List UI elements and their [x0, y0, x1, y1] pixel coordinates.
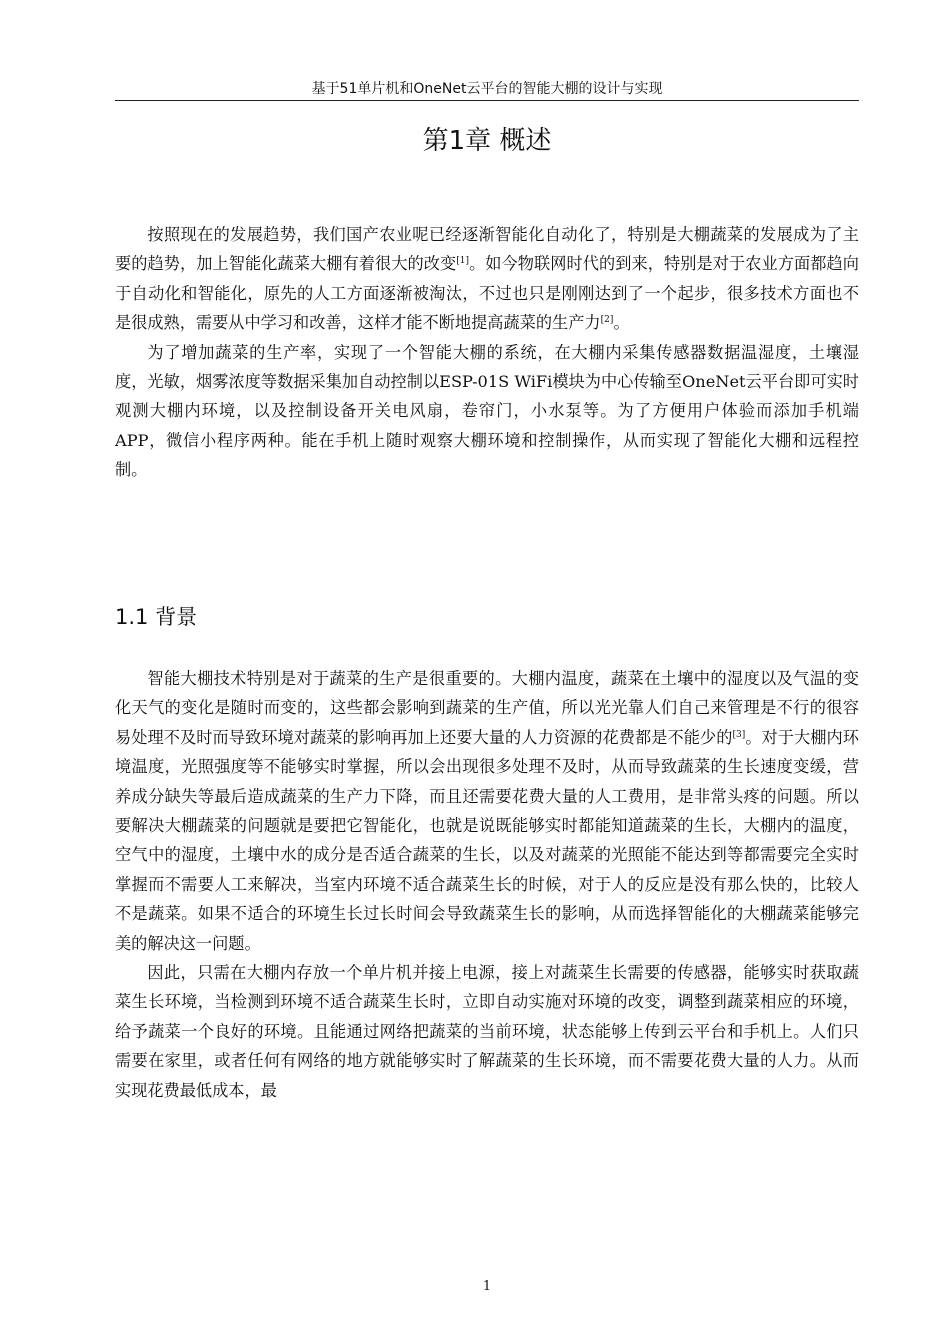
- intro-p1-text-a: 按照现在的发展趋势，我们国产农业呢已经逐渐智能化自动化了，特别是大棚蔬菜的发展成为了主要的趋势，加上智能化蔬菜大棚有着很大的改变: [115, 225, 859, 274]
- background-p1-text-b: 。对于大棚内环境温度，光照强度等不能够实时掌握，所以会出现很多处理不及时，从而导致蔬菜的生长速度变缓，营养成分缺失等最后造成蔬菜的生产力下降，而且还需要花费大量的人工费用，是非常头疼的问题。所以要解决大棚蔬菜的问题就是要把它智能化，也就是说既能够实时都能知道蔬菜的生长，大棚内的温度，空气中的湿度，土壤中水的成分是否适合蔬菜的生长，以及对蔬菜的光照能不能达到等都需要完全实时掌握而不需要人工来解决，当室内环境不适合蔬菜生长的时候，对于人的反应是没有那么快的，比较人不是蔬菜。如果不适合的环境生长过长时间会导致蔬菜生长的影响，从而选择智能化的大棚蔬菜能够完美的解决这一问题。: [115, 727, 859, 953]
- background-paragraph-1: [115, 664, 859, 958]
- header-divider: [115, 100, 859, 101]
- section-title: 背景: [155, 605, 198, 629]
- citation-ref-3: [3]: [732, 729, 746, 740]
- section-number: 1.1: [115, 605, 149, 629]
- background-paragraph-2: 因此，只需在大棚内存放一个单片机并接上电源，接上对蔬菜生长需要的传感器，能够实时获取蔬菜生长环境，当检测到环境不适合蔬菜生长时，立即自动实施对环境的改变，调整到蔬菜相应的环境，给予蔬菜一个良好的环境。且能通过网络把蔬菜的当前环境，状态能够上传到云平台和手机上。人们只需要在家里，或者任何有网络的地方就能够实时了解蔬菜的生长环境，而不需要花费大量的人力。从而实现花费最低成本，最: [115, 963, 859, 1100]
- intro-paragraph-1: [115, 220, 859, 338]
- running-header: 基于51单片机和OneNet云平台的智能大棚的设计与实现: [311, 81, 663, 97]
- intro-paragraph-2: 为了增加蔬菜的生产率，实现了一个智能大棚的系统，在大棚内采集传感器数据温湿度，土壤湿度，光敏，烟雾浓度等数据采集加自动控制以ESP-01S WiFi模块为中心传输至OneNet云平台即可实时观测大棚内环境，以及控制设备开关电风扇，卷帘门，小水泵等。为了方便用户体验而添加手机端APP，微信小程序两种。能在手机上随时观察大棚环境和控制操作，从而实现了智能化大棚和远程控制。: [115, 342, 859, 480]
- intro-section: [115, 220, 859, 485]
- citation-ref-2: [2]: [600, 315, 614, 326]
- page-number: 1: [482, 1279, 492, 1294]
- background-p1-text-a: 智能大棚技术特别是对于蔬菜的生产是很重要的。大棚内温度，蔬菜在土壤中的湿度以及气温的变化天气的变化是随时而变的，这些都会影响到蔬菜的生产值，所以光光靠人们自己来管理是不行的很容易处理不及时而导致环境对蔬菜的影响再加上还要大量的人力资源的花费都是不能少的: [115, 669, 859, 747]
- section-heading: [115, 602, 197, 632]
- intro-p1-text-c: 。: [613, 313, 630, 333]
- chapter-title: 第1章 概述: [422, 126, 552, 156]
- intro-p1-text-b: 。如今物联网时代的到来，特别是对于农业方面都趋向于自动化和智能化，原先的人工方面逐渐被淘汰，不过也只是刚刚达到了一个起步，很多技术方面也不是很成熟，需要从中学习和改善，这样才能不断地提高蔬菜的生产力: [115, 254, 859, 333]
- citation-ref-1: [1]: [456, 256, 469, 267]
- background-section: [115, 664, 859, 1105]
